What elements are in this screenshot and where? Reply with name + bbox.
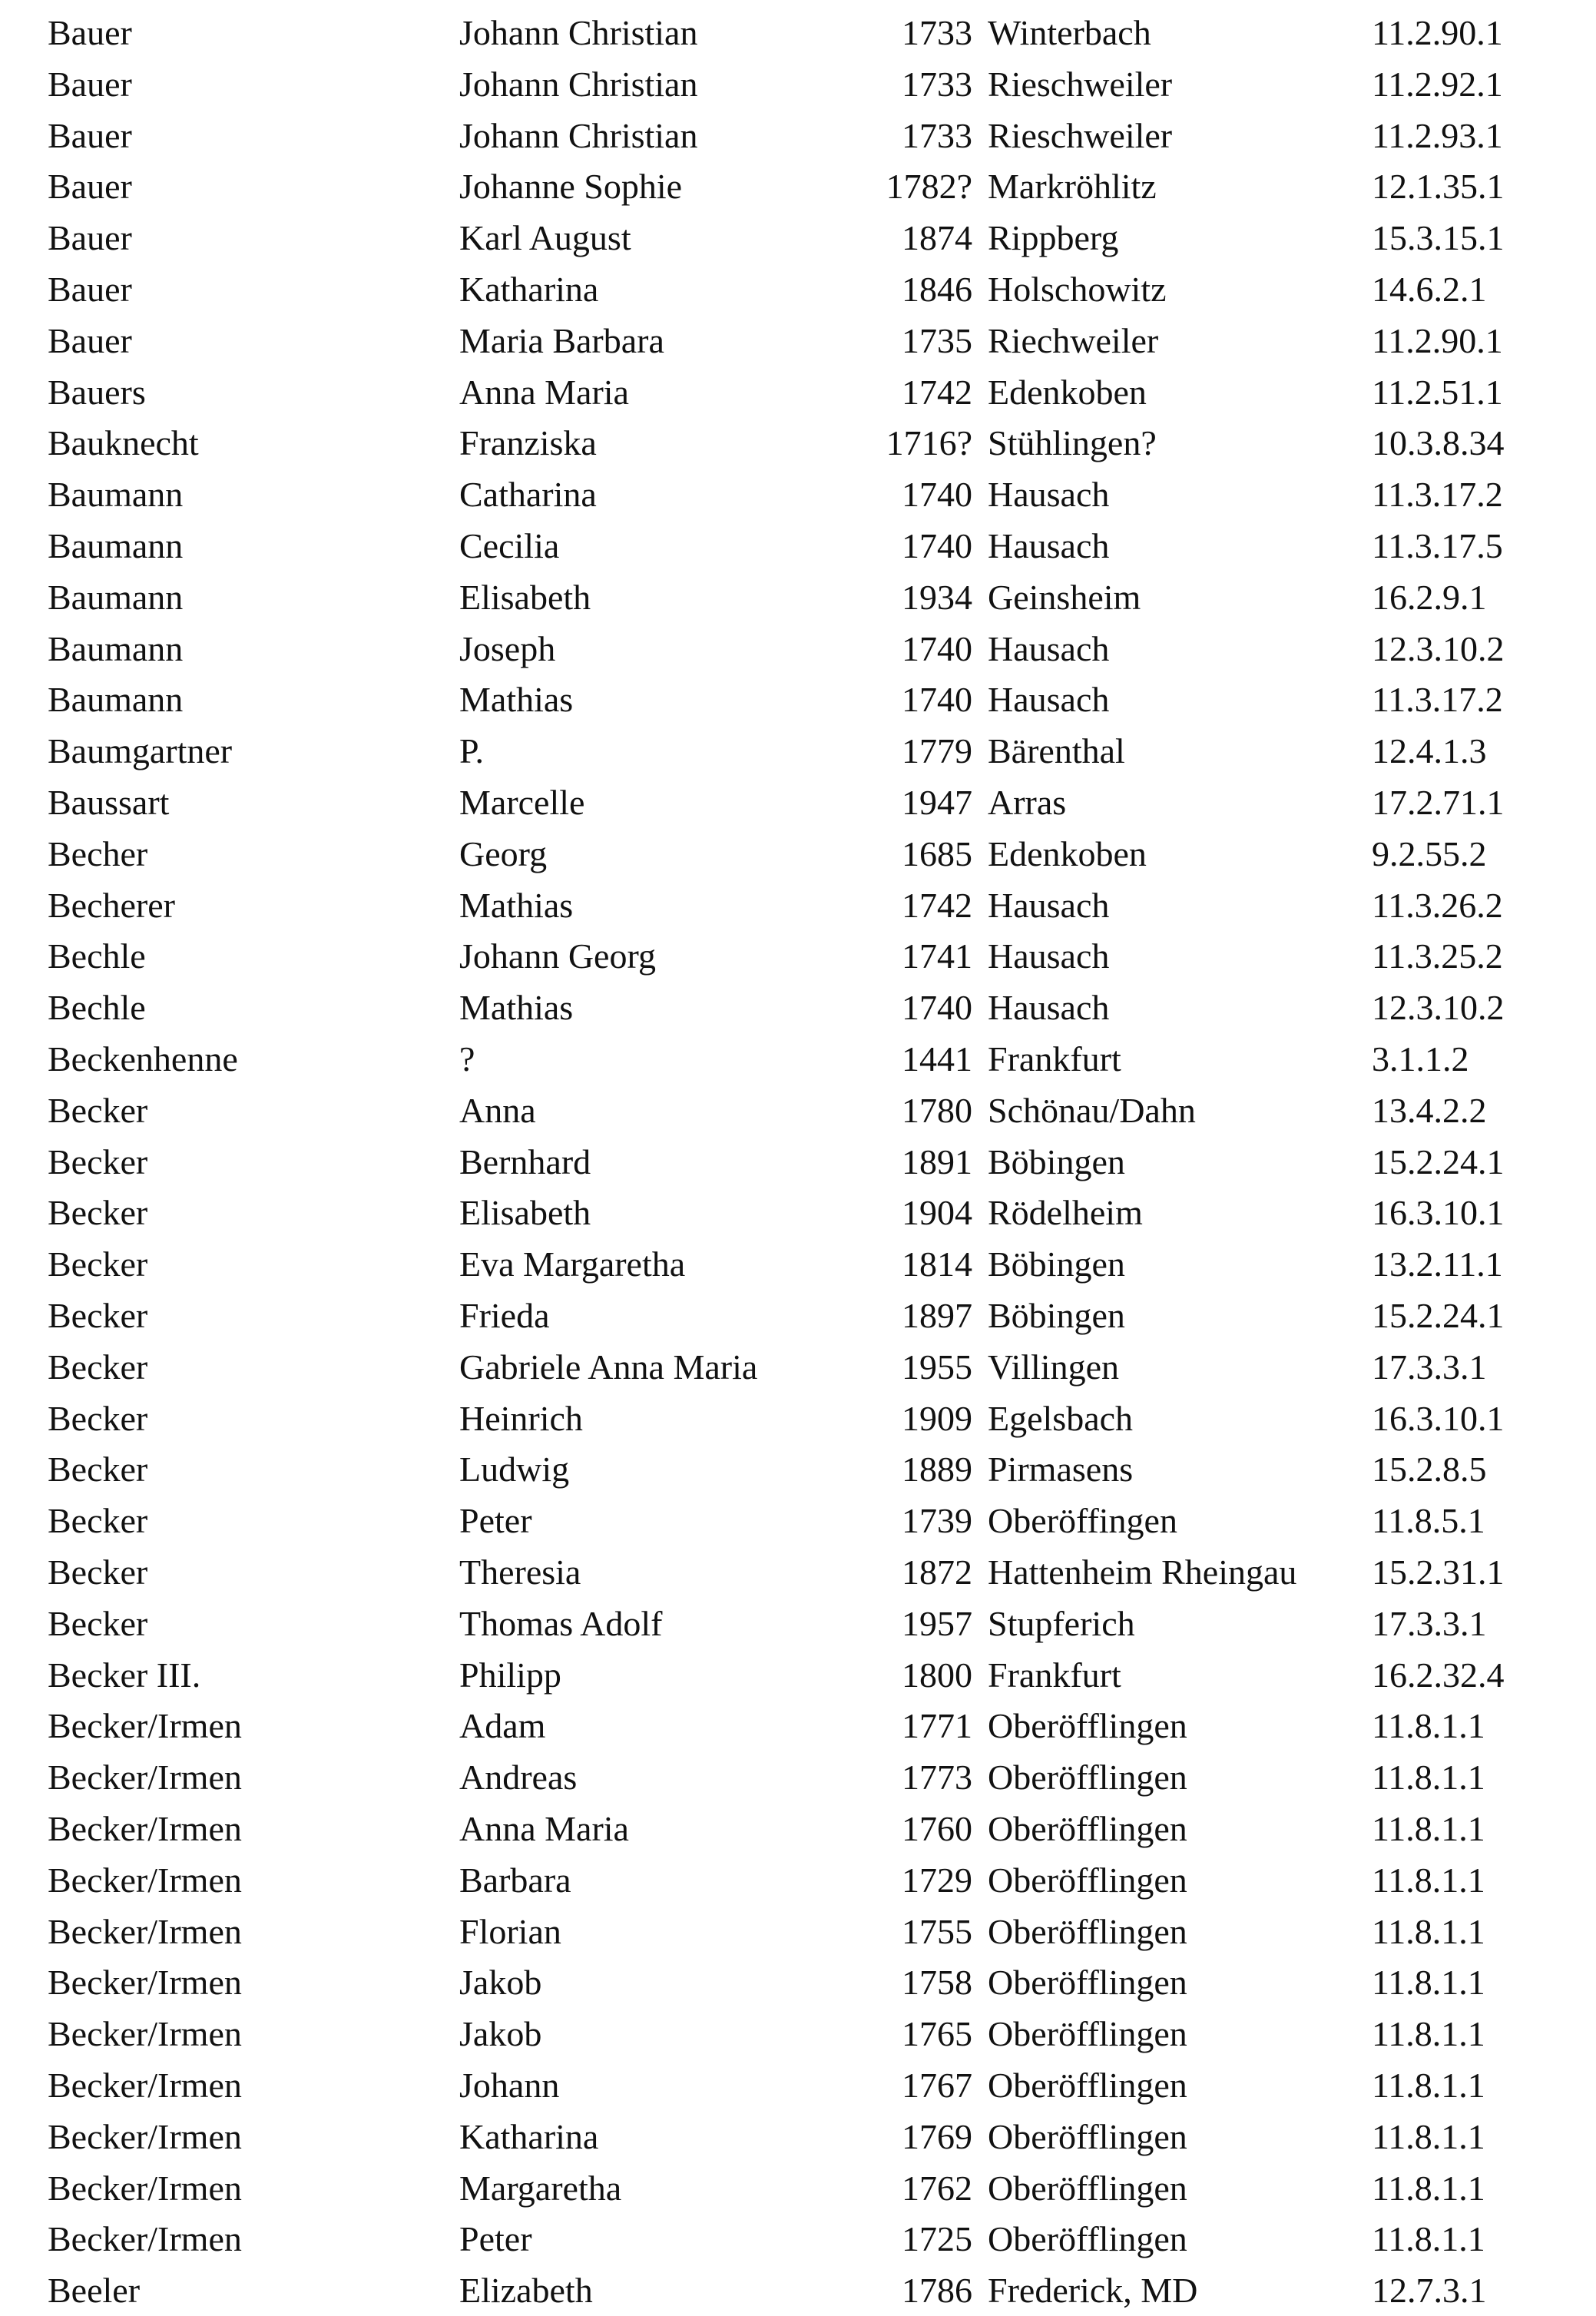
surname-cell: Becker bbox=[48, 1347, 148, 1387]
place-cell: Schönau/Dahn bbox=[988, 1090, 1196, 1130]
surname-cell: Baumann bbox=[48, 628, 184, 668]
surname-cell: Becker/Irmen bbox=[48, 1911, 242, 1951]
reference-cell: 11.8.5.1 bbox=[1372, 1501, 1485, 1541]
reference-cell: 17.2.71.1 bbox=[1372, 783, 1505, 822]
year-cell: 1733 bbox=[902, 13, 972, 52]
surname-cell: Becker/Irmen bbox=[48, 1758, 242, 1797]
reference-cell: 11.2.90.1 bbox=[1372, 13, 1503, 52]
surname-cell: Bauer bbox=[48, 270, 132, 309]
reference-cell: 13.4.2.2 bbox=[1372, 1090, 1487, 1130]
surname-cell: Beeler bbox=[48, 2271, 141, 2311]
place-cell: Böbingen bbox=[988, 1141, 1125, 1181]
reference-cell: 15.3.15.1 bbox=[1372, 218, 1505, 258]
register-row bbox=[0, 2265, 1596, 2316]
place-cell: Edenkoben bbox=[988, 372, 1147, 412]
place-cell: Oberöfflingen bbox=[988, 1758, 1187, 1797]
reference-cell: 11.3.17.2 bbox=[1372, 475, 1503, 515]
register-row bbox=[0, 111, 1596, 161]
given-name-cell: Frieda bbox=[459, 1296, 550, 1335]
register-row bbox=[0, 367, 1596, 418]
place-cell: Stupferich bbox=[988, 1603, 1135, 1643]
place-cell: Frederick, MD bbox=[988, 2271, 1198, 2311]
given-name-cell: Katharina bbox=[459, 2116, 599, 2156]
reference-cell: 11.8.1.1 bbox=[1372, 2219, 1485, 2259]
register-row bbox=[0, 572, 1596, 623]
place-cell: Hausach bbox=[988, 475, 1110, 515]
register-row bbox=[0, 777, 1596, 828]
place-cell: Oberöfflingen bbox=[988, 2168, 1187, 2208]
surname-cell: Baumann bbox=[48, 475, 184, 515]
register-row bbox=[0, 1291, 1596, 1341]
given-name-cell: Anna Maria bbox=[459, 1809, 629, 1848]
register-row bbox=[0, 624, 1596, 674]
given-name-cell: Barbara bbox=[459, 1860, 571, 1900]
place-cell: Pirmasens bbox=[988, 1450, 1134, 1489]
reference-cell: 11.8.1.1 bbox=[1372, 1809, 1485, 1848]
register-row bbox=[0, 1393, 1596, 1444]
reference-cell: 11.2.93.1 bbox=[1372, 115, 1503, 155]
given-name-cell: Johann Christian bbox=[459, 64, 698, 104]
place-cell: Hausach bbox=[988, 680, 1110, 720]
year-cell: 1800 bbox=[902, 1655, 972, 1695]
surname-cell: Becker bbox=[48, 1141, 148, 1181]
register-row bbox=[0, 880, 1596, 931]
year-cell: 1767 bbox=[902, 2066, 972, 2105]
surname-cell: Becker bbox=[48, 1296, 148, 1335]
surname-cell: Bauer bbox=[48, 218, 132, 258]
place-cell: Hausach bbox=[988, 936, 1110, 976]
year-cell: 1729 bbox=[902, 1860, 972, 1900]
year-cell: 1733 bbox=[902, 115, 972, 155]
surname-cell: Becker bbox=[48, 1244, 148, 1284]
reference-cell: 11.8.1.1 bbox=[1372, 1758, 1485, 1797]
place-cell: Rödelheim bbox=[988, 1193, 1143, 1233]
place-cell: Oberöfflingen bbox=[988, 1860, 1187, 1900]
surname-cell: Baumann bbox=[48, 577, 184, 617]
reference-cell: 11.2.51.1 bbox=[1372, 372, 1503, 412]
reference-cell: 16.2.9.1 bbox=[1372, 577, 1487, 617]
surname-cell: Becker bbox=[48, 1450, 148, 1489]
year-cell: 1955 bbox=[902, 1347, 972, 1387]
place-cell: Oberöfflingen bbox=[988, 1963, 1187, 2003]
reference-cell: 11.2.90.1 bbox=[1372, 320, 1503, 360]
register-row bbox=[0, 2060, 1596, 2111]
register-row bbox=[0, 1599, 1596, 1649]
register-row bbox=[0, 1752, 1596, 1803]
place-cell: Geinsheim bbox=[988, 577, 1141, 617]
year-cell: 1786 bbox=[902, 2271, 972, 2311]
year-cell: 1846 bbox=[902, 270, 972, 309]
place-cell: Oberöfflingen bbox=[988, 1911, 1187, 1951]
year-cell: 1814 bbox=[902, 1244, 972, 1284]
surname-cell: Becher bbox=[48, 833, 148, 873]
place-cell: Hausach bbox=[988, 988, 1110, 1028]
reference-cell: 3.1.1.2 bbox=[1372, 1039, 1469, 1078]
year-cell: 1758 bbox=[902, 1963, 972, 2003]
place-cell: Frankfurt bbox=[988, 1039, 1121, 1078]
year-cell: 1739 bbox=[902, 1501, 972, 1541]
reference-cell: 10.3.8.34 bbox=[1372, 423, 1505, 463]
given-name-cell: Theresia bbox=[459, 1552, 581, 1592]
register-row bbox=[0, 264, 1596, 315]
reference-cell: 11.3.17.5 bbox=[1372, 526, 1503, 565]
place-cell: Edenkoben bbox=[988, 833, 1147, 873]
given-name-cell: Cecilia bbox=[459, 526, 560, 565]
year-cell: 1762 bbox=[902, 2168, 972, 2208]
reference-cell: 11.8.1.1 bbox=[1372, 1911, 1485, 1951]
place-cell: Winterbach bbox=[988, 13, 1151, 52]
year-cell: 1725 bbox=[902, 2219, 972, 2259]
register-row bbox=[0, 161, 1596, 212]
place-cell: Hausach bbox=[988, 628, 1110, 668]
reference-cell: 11.3.17.2 bbox=[1372, 680, 1503, 720]
place-cell: Oberöfflingen bbox=[988, 1809, 1187, 1848]
surname-cell: Becker bbox=[48, 1090, 148, 1130]
given-name-cell: Philipp bbox=[459, 1655, 561, 1695]
register-row bbox=[0, 1085, 1596, 1136]
year-cell: 1957 bbox=[902, 1603, 972, 1643]
given-name-cell: Elizabeth bbox=[459, 2271, 593, 2311]
year-cell: 1947 bbox=[902, 783, 972, 822]
surname-cell: Bauer bbox=[48, 13, 132, 52]
register-row bbox=[0, 316, 1596, 366]
surname-cell: Becker/Irmen bbox=[48, 1963, 242, 2003]
reference-cell: 16.2.32.4 bbox=[1372, 1655, 1505, 1695]
place-cell: Oberöfflingen bbox=[988, 2066, 1187, 2105]
place-cell: Oberöfflingen bbox=[988, 2219, 1187, 2259]
year-cell: 1782? bbox=[886, 167, 972, 207]
surname-cell: Becker/Irmen bbox=[48, 2219, 242, 2259]
given-name-cell: Anna Maria bbox=[459, 372, 629, 412]
surname-cell: Bauer bbox=[48, 167, 132, 207]
place-cell: Hattenheim Rheingau bbox=[988, 1552, 1297, 1592]
reference-cell: 11.8.1.1 bbox=[1372, 2116, 1485, 2156]
year-cell: 1909 bbox=[902, 1398, 972, 1438]
register-row bbox=[0, 469, 1596, 520]
place-cell: Oberöfflingen bbox=[988, 2116, 1187, 2156]
given-name-cell: Katharina bbox=[459, 270, 599, 309]
year-cell: 1872 bbox=[902, 1552, 972, 1592]
place-cell: Rieschweiler bbox=[988, 115, 1173, 155]
reference-cell: 11.8.1.1 bbox=[1372, 1706, 1485, 1746]
surname-cell: Becker bbox=[48, 1398, 148, 1438]
reference-cell: 15.2.24.1 bbox=[1372, 1141, 1505, 1181]
register-row bbox=[0, 2009, 1596, 2059]
year-cell: 1740 bbox=[902, 680, 972, 720]
place-cell: Hausach bbox=[988, 885, 1110, 925]
register-row bbox=[0, 1188, 1596, 1238]
place-cell: Bärenthal bbox=[988, 731, 1125, 771]
register-row bbox=[0, 2112, 1596, 2162]
register-row bbox=[0, 1855, 1596, 1906]
given-name-cell: Georg bbox=[459, 833, 548, 873]
given-name-cell: Florian bbox=[459, 1911, 561, 1951]
year-cell: 1760 bbox=[902, 1809, 972, 1848]
reference-cell: 9.2.55.2 bbox=[1372, 833, 1487, 873]
surname-cell: Becker/Irmen bbox=[48, 1706, 242, 1746]
register-row bbox=[0, 1650, 1596, 1701]
place-cell: Riechweiler bbox=[988, 320, 1159, 360]
place-cell: Hausach bbox=[988, 526, 1110, 565]
year-cell: 1740 bbox=[902, 526, 972, 565]
register-row bbox=[0, 829, 1596, 880]
register-row bbox=[0, 1034, 1596, 1085]
surname-cell: Baumann bbox=[48, 680, 184, 720]
given-name-cell: ? bbox=[459, 1039, 475, 1078]
register-row bbox=[0, 1496, 1596, 1546]
place-cell: Holschowitz bbox=[988, 270, 1167, 309]
place-cell: Oberöffingen bbox=[988, 1501, 1177, 1541]
reference-cell: 11.8.1.1 bbox=[1372, 2014, 1485, 2054]
surname-cell: Becker bbox=[48, 1552, 148, 1592]
given-name-cell: Johann Christian bbox=[459, 13, 698, 52]
register-row bbox=[0, 931, 1596, 982]
given-name-cell: Ludwig bbox=[459, 1450, 570, 1489]
surname-cell: Bauer bbox=[48, 320, 132, 360]
register-row bbox=[0, 2214, 1596, 2265]
given-name-cell: Bernhard bbox=[459, 1141, 591, 1181]
surname-cell: Becker/Irmen bbox=[48, 1860, 242, 1900]
given-name-cell: Peter bbox=[459, 2219, 532, 2259]
register-row bbox=[0, 1239, 1596, 1290]
place-cell: Böbingen bbox=[988, 1296, 1125, 1335]
given-name-cell: Catharina bbox=[459, 475, 597, 515]
register-row bbox=[0, 213, 1596, 263]
year-cell: 1780 bbox=[902, 1090, 972, 1130]
place-cell: Egelsbach bbox=[988, 1398, 1134, 1438]
given-name-cell: Mathias bbox=[459, 885, 574, 925]
reference-cell: 12.4.1.3 bbox=[1372, 731, 1487, 771]
register-row bbox=[0, 8, 1596, 58]
surname-cell: Becker/Irmen bbox=[48, 2116, 242, 2156]
year-cell: 1742 bbox=[902, 372, 972, 412]
year-cell: 1904 bbox=[902, 1193, 972, 1233]
surname-cell: Bauknecht bbox=[48, 423, 199, 463]
register-row bbox=[0, 59, 1596, 110]
given-name-cell: Mathias bbox=[459, 680, 574, 720]
surname-cell: Becherer bbox=[48, 885, 175, 925]
year-cell: 1740 bbox=[902, 475, 972, 515]
given-name-cell: Johann Georg bbox=[459, 936, 656, 976]
given-name-cell: Elisabeth bbox=[459, 577, 591, 617]
given-name-cell: P. bbox=[459, 731, 484, 771]
given-name-cell: Heinrich bbox=[459, 1398, 583, 1438]
surname-cell: Becker/Irmen bbox=[48, 2014, 242, 2054]
given-name-cell: Elisabeth bbox=[459, 1193, 591, 1233]
reference-cell: 12.3.10.2 bbox=[1372, 988, 1505, 1028]
given-name-cell: Jakob bbox=[459, 1963, 542, 2003]
reference-cell: 11.8.1.1 bbox=[1372, 1963, 1485, 2003]
place-cell: Rippberg bbox=[988, 218, 1119, 258]
place-cell: Arras bbox=[988, 783, 1067, 822]
given-name-cell: Anna bbox=[459, 1090, 536, 1130]
reference-cell: 14.6.2.1 bbox=[1372, 270, 1487, 309]
given-name-cell: Andreas bbox=[459, 1758, 578, 1797]
reference-cell: 15.2.8.5 bbox=[1372, 1450, 1487, 1489]
given-name-cell: Eva Margaretha bbox=[459, 1244, 686, 1284]
surname-cell: Becker/Irmen bbox=[48, 2168, 242, 2208]
reference-cell: 12.1.35.1 bbox=[1372, 167, 1505, 207]
surname-cell: Bauer bbox=[48, 115, 132, 155]
reference-cell: 11.3.25.2 bbox=[1372, 936, 1503, 976]
surname-cell: Baumann bbox=[48, 526, 184, 565]
given-name-cell: Johann bbox=[459, 2066, 560, 2105]
reference-cell: 11.2.92.1 bbox=[1372, 64, 1503, 104]
register-row bbox=[0, 1547, 1596, 1598]
given-name-cell: Johanne Sophie bbox=[459, 167, 683, 207]
register-row bbox=[0, 982, 1596, 1033]
year-cell: 1891 bbox=[902, 1141, 972, 1181]
given-name-cell: Karl August bbox=[459, 218, 631, 258]
year-cell: 1741 bbox=[902, 936, 972, 976]
register-row bbox=[0, 2163, 1596, 2214]
reference-cell: 15.2.31.1 bbox=[1372, 1552, 1505, 1592]
register-row bbox=[0, 521, 1596, 572]
surname-cell: Baussart bbox=[48, 783, 170, 822]
register-row bbox=[0, 674, 1596, 725]
reference-cell: 16.3.10.1 bbox=[1372, 1193, 1505, 1233]
surname-cell: Baumgartner bbox=[48, 731, 233, 771]
place-cell: Stühlingen? bbox=[988, 423, 1157, 463]
register-row bbox=[0, 726, 1596, 777]
year-cell: 1874 bbox=[902, 218, 972, 258]
given-name-cell: Johann Christian bbox=[459, 115, 698, 155]
reference-cell: 15.2.24.1 bbox=[1372, 1296, 1505, 1335]
given-name-cell: Mathias bbox=[459, 988, 574, 1028]
surname-cell: Bechle bbox=[48, 988, 146, 1028]
given-name-cell: Thomas Adolf bbox=[459, 1603, 663, 1643]
reference-cell: 13.2.11.1 bbox=[1372, 1244, 1503, 1284]
surname-cell: Becker/Irmen bbox=[48, 2066, 242, 2105]
surname-cell: Becker bbox=[48, 1193, 148, 1233]
reference-cell: 12.7.3.1 bbox=[1372, 2271, 1487, 2311]
register-row bbox=[0, 1444, 1596, 1495]
year-cell: 1769 bbox=[902, 2116, 972, 2156]
year-cell: 1771 bbox=[902, 1706, 972, 1746]
place-cell: Oberöfflingen bbox=[988, 1706, 1187, 1746]
surname-cell: Beckenhenne bbox=[48, 1039, 238, 1078]
year-cell: 1685 bbox=[902, 833, 972, 873]
given-name-cell: Gabriele Anna Maria bbox=[459, 1347, 758, 1387]
given-name-cell: Maria Barbara bbox=[459, 320, 664, 360]
register-row bbox=[0, 1907, 1596, 1957]
surname-cell: Becker/Irmen bbox=[48, 1809, 242, 1848]
year-cell: 1934 bbox=[902, 577, 972, 617]
given-name-cell: Jakob bbox=[459, 2014, 542, 2054]
year-cell: 1742 bbox=[902, 885, 972, 925]
place-cell: Böbingen bbox=[988, 1244, 1125, 1284]
year-cell: 1740 bbox=[902, 988, 972, 1028]
year-cell: 1740 bbox=[902, 628, 972, 668]
year-cell: 1733 bbox=[902, 64, 972, 104]
reference-cell: 17.3.3.1 bbox=[1372, 1347, 1487, 1387]
place-cell: Villingen bbox=[988, 1347, 1119, 1387]
given-name-cell: Marcelle bbox=[459, 783, 585, 822]
place-cell: Oberöfflingen bbox=[988, 2014, 1187, 2054]
reference-cell: 11.3.26.2 bbox=[1372, 885, 1503, 925]
surname-cell: Becker III. bbox=[48, 1655, 201, 1695]
surname-cell: Bauer bbox=[48, 64, 132, 104]
register-row bbox=[0, 418, 1596, 469]
register-row bbox=[0, 1804, 1596, 1854]
place-cell: Frankfurt bbox=[988, 1655, 1121, 1695]
reference-cell: 11.8.1.1 bbox=[1372, 1860, 1485, 1900]
register-row bbox=[0, 1957, 1596, 2008]
given-name-cell: Franziska bbox=[459, 423, 597, 463]
year-cell: 1441 bbox=[902, 1039, 972, 1078]
surname-cell: Bauers bbox=[48, 372, 146, 412]
register-row bbox=[0, 1342, 1596, 1393]
year-cell: 1773 bbox=[902, 1758, 972, 1797]
register-row bbox=[0, 1701, 1596, 1751]
surname-cell: Bechle bbox=[48, 936, 146, 976]
given-name-cell: Adam bbox=[459, 1706, 546, 1746]
surname-cell: Becker bbox=[48, 1501, 148, 1541]
reference-cell: 16.3.10.1 bbox=[1372, 1398, 1505, 1438]
reference-cell: 12.3.10.2 bbox=[1372, 628, 1505, 668]
year-cell: 1755 bbox=[902, 1911, 972, 1951]
year-cell: 1889 bbox=[902, 1450, 972, 1489]
year-cell: 1735 bbox=[902, 320, 972, 360]
surname-cell: Becker bbox=[48, 1603, 148, 1643]
reference-cell: 11.8.1.1 bbox=[1372, 2168, 1485, 2208]
reference-cell: 11.8.1.1 bbox=[1372, 2066, 1485, 2105]
place-cell: Rieschweiler bbox=[988, 64, 1173, 104]
register-row bbox=[0, 1137, 1596, 1188]
year-cell: 1897 bbox=[902, 1296, 972, 1335]
year-cell: 1765 bbox=[902, 2014, 972, 2054]
given-name-cell: Margaretha bbox=[459, 2168, 622, 2208]
given-name-cell: Peter bbox=[459, 1501, 532, 1541]
year-cell: 1716? bbox=[886, 423, 972, 463]
year-cell: 1779 bbox=[902, 731, 972, 771]
given-name-cell: Joseph bbox=[459, 628, 556, 668]
reference-cell: 17.3.3.1 bbox=[1372, 1603, 1487, 1643]
place-cell: Markröhlitz bbox=[988, 167, 1157, 207]
